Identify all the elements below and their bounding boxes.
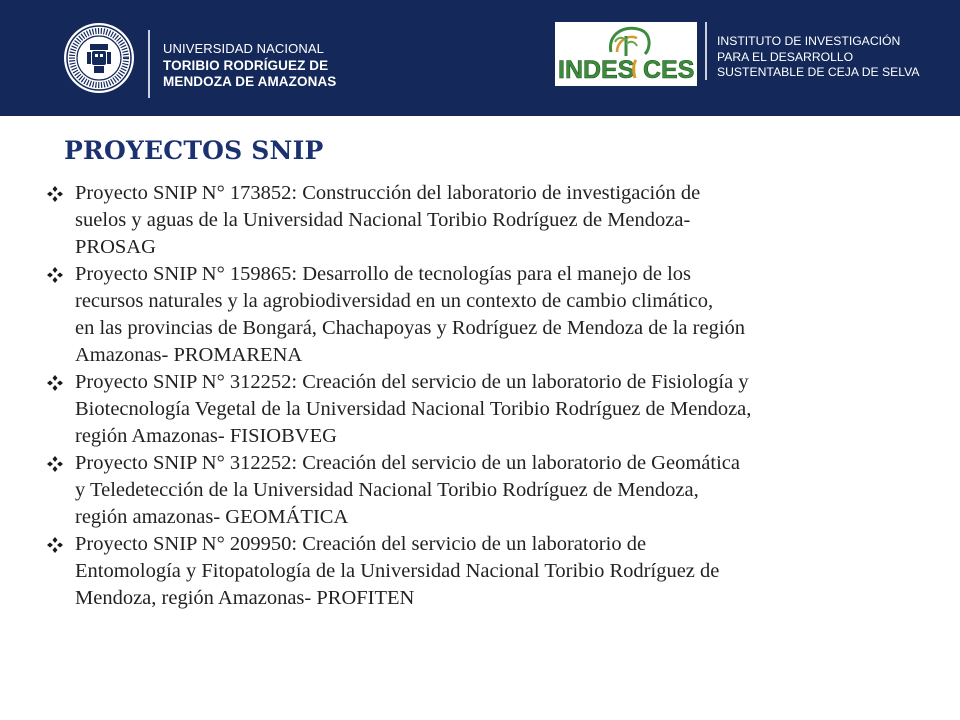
project-line: Amazonas- PROMARENA: [75, 344, 303, 366]
project-line: suelos y aguas de la Universidad Nacional Toribio Rodríguez de Mendoza-: [75, 209, 691, 231]
diamond-four-bullet-icon: [47, 456, 63, 472]
project-item: [47, 369, 907, 450]
projects-list: [47, 180, 907, 612]
project-line: región amazonas- GEOMÁTICA: [75, 506, 349, 528]
header-divider: [148, 30, 150, 98]
page-title: PROYECTOS SNIP: [64, 136, 324, 165]
project-line: Proyecto SNIP N° 312252: Creación del servicio de un laboratorio de Fisiología y: [75, 371, 749, 393]
project-line: Proyecto SNIP N° 173852: Construcción del laboratorio de investigación de: [75, 182, 701, 204]
header-banner: [0, 0, 960, 116]
project-item: [47, 450, 907, 531]
project-line: recursos naturales y la agrobiodiversidad en un contexto de cambio climático,: [75, 290, 714, 312]
university-name-line: MENDOZA DE AMAZONAS: [163, 74, 337, 89]
institute-name-line: SUSTENTABLE DE CEJA DE SELVA: [717, 65, 920, 79]
project-line: Biotecnología Vegetal de la Universidad Nacional Toribio Rodríguez de Mendoza,: [75, 398, 752, 420]
institute-name-line: INSTITUTO DE INVESTIGACIÓN: [717, 34, 901, 48]
institute-name-line: PARA EL DESARROLLO: [717, 49, 854, 64]
project-line: Mendoza, región Amazonas- PROFITEN: [75, 587, 415, 609]
diamond-four-bullet-icon: [47, 375, 63, 391]
diamond-four-bullet-icon: [47, 267, 63, 283]
diamond-four-bullet-icon: [47, 186, 63, 202]
project-item: [47, 180, 907, 261]
university-name: [163, 41, 336, 91]
project-item: [47, 261, 907, 369]
university-name-line: TORIBIO RODRÍGUEZ DE: [163, 57, 329, 73]
project-line: en las provincias de Bongará, Chachapoyas y Rodríguez de Mendoza de la región: [75, 317, 746, 339]
project-line: Proyecto SNIP N° 209950: Creación del servicio de un laboratorio de: [75, 533, 647, 555]
institute-name: [717, 34, 920, 81]
indes-ces-logo: [555, 22, 697, 86]
project-line: PROSAG: [75, 236, 156, 258]
university-name-line: UNIVERSIDAD NACIONAL: [163, 41, 324, 56]
project-line: región Amazonas- FISIOBVEG: [75, 425, 337, 447]
project-line: Proyecto SNIP N° 159865: Desarrollo de tecnologías para el manejo de los: [75, 263, 692, 285]
project-line: y Teledetección de la Universidad Nacional Toribio Rodríguez de Mendoza,: [75, 479, 699, 501]
university-seal-logo: [63, 22, 135, 94]
diamond-four-bullet-icon: [47, 537, 63, 553]
project-line: Entomología y Fitopatología de la Universidad Nacional Toribio Rodríguez de: [75, 560, 720, 582]
header-divider: [705, 22, 707, 80]
project-item: [47, 531, 907, 612]
project-line: Proyecto SNIP N° 312252: Creación del servicio de un laboratorio de Geomática: [75, 452, 740, 474]
svg-text:INDES: INDES: [558, 56, 635, 84]
svg-text:CES: CES: [643, 56, 695, 84]
